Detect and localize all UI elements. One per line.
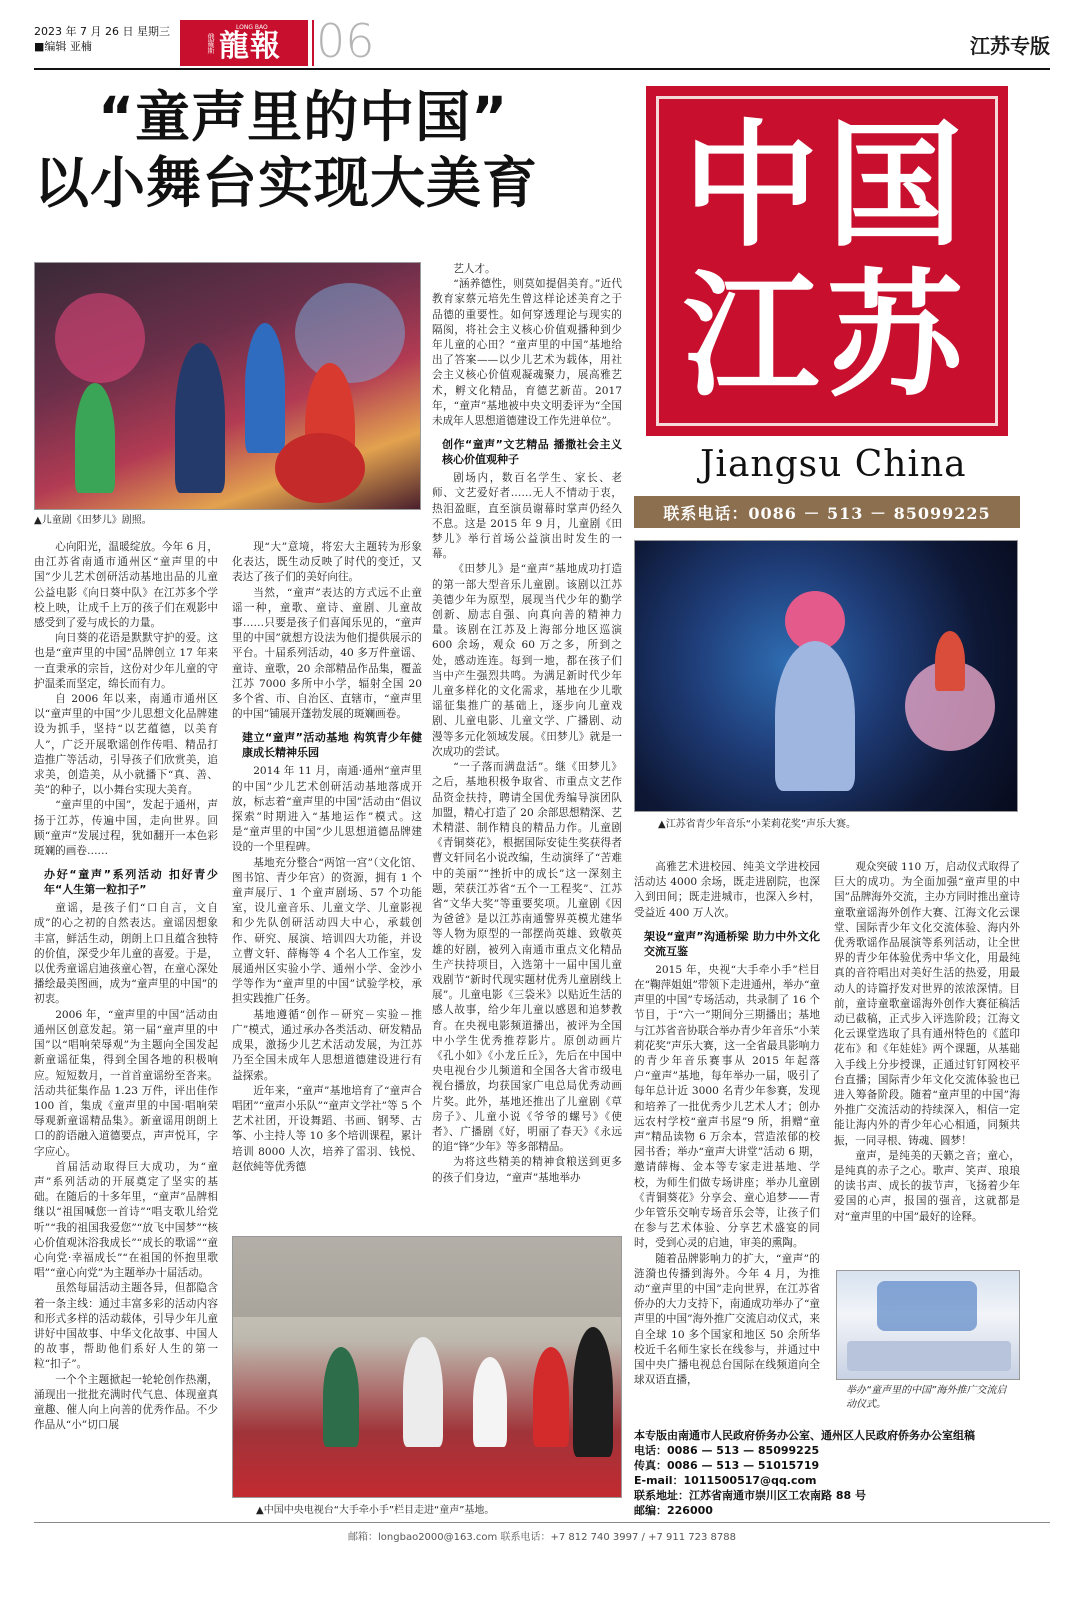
logo-english: Jiangsu China	[700, 444, 967, 485]
paragraph: 首届活动取得巨大成功，为“童声”系列活动的开展奠定了坚实的基础。在随后的十多年里，“童声”品牌相继以“祖国喊您一首诗”“唱支歌儿给党听”“我的祖国我爱您”“放飞中国梦”“核心价值观沐浴我成长”“成长的歌谣”“童心向党·幸福成长”“在祖国的怀抱里歌唱”“童心向党”为主题举办十届活动。	[34, 1160, 218, 1280]
photo-caption-2: ▲江苏省青少年音乐“小茉莉花奖”声乐大赛。	[658, 819, 857, 830]
section-heading: 建立“童声”活动基地 构筑青少年健康成长精神乐园	[242, 731, 422, 760]
paragraph: 高雅艺术进校园、纯美文学进校园活动达 4000 余场，既走进剧院，也深入到田间；既走进城市，也深入乡村，受益近 400 万人次。	[634, 861, 820, 919]
paragraph: 艺人才。	[453, 263, 496, 275]
paragraph: 心向阳光，温暖绽放。今年 6 月，由江苏省南通市通州区“童声里的中国”少儿艺术创研活动基地出品的儿童公益电影《向日葵中队》在江苏多个学校上映，让成千上万的孩子们在观影中感受到了爱与成长的力量。	[34, 541, 218, 630]
masthead-small-text: 俄羅斯	[207, 32, 215, 54]
section-heading: 架设“童声”沟通桥梁 助力中外文化交流互鉴	[644, 929, 820, 958]
header-rule	[34, 68, 1050, 70]
section-heading: 创作“童声”文艺精品 播撒社会主义核心价值观种子	[442, 438, 622, 467]
masthead-logo	[180, 20, 308, 66]
photo-overseas-launch	[836, 1270, 1020, 1380]
logo-line-2: 江苏	[683, 256, 971, 416]
paragraph: 基地遵循“创作－研究－实验－推广”模式，通过承办各类活动、研发精品成果，激扬少儿艺术活动发展，为江苏乃至全国未成年人思想道德建设进行有益探索。	[232, 1008, 422, 1082]
paragraph: 《田梦儿》是“童声”基地成功打造的第一部大型音乐儿童剧。该剧以江苏美德少年为原型，展现当代少年的勤学创新、励志自强、向真向善的精神力量。该剧在江苏及上海部分地区巡演 600 余场，观众 60 万之多，所到之处，感动连连。每到一地，都在孩子们当中产生强烈共鸣。为满足新时代少年儿童多样化的文化需求，基地在少儿歌谣征集推广的基础上，逐步向儿童戏剧、儿童电影、儿童文学、广播剧、动漫等多元化领域发展。《田梦儿》就是一次成功的尝试。	[432, 563, 622, 758]
article-column-2	[232, 540, 422, 1230]
issue-date: 2023 年 7 月 26 日 星期三	[34, 25, 170, 38]
paragraph: 向日葵的花语是默默守护的爱。这也是“童声里的中国”品牌创立 17 年来一直秉承的宗旨，这份对少年儿童的守护温柔而坚定，绵长而有力。	[34, 632, 218, 690]
photo-cctv-event	[232, 1236, 622, 1498]
headline-line-2: 以小舞台实现大美育	[34, 151, 539, 215]
contact-phone-bar: 联系电话：0086 － 513 － 85099225	[634, 496, 1020, 528]
paragraph: 2014 年 11 月，南通·通州“童声里的中国”少儿艺术创研活动基地落成开放，标志着“童声里的中国”活动由“倡议探索”时期进入“基地运作”模式。这是“童声里的中国”少儿思想道德品牌建设的一个里程碑。	[232, 765, 422, 854]
paragraph: 近年来，“童声”基地培育了“童声合唱团”“童声小乐队”“童声文学社”等 5 个艺术社团，开设舞蹈、书画、钢琴、古筝、小主持人等 10 多个培训课程，累计培训 8000 人次，培养了雷羽、钱悦、赵依純等优秀德	[232, 1084, 422, 1173]
photo-caption-4: 举办“童声里的中国”海外推广交流启动仪式。	[846, 1385, 1007, 1410]
contact-sponsor: 本专版由南通市人民政府侨务办公室、通州区人民政府侨务办公室组稿	[634, 1429, 975, 1442]
paragraph: 自 2006 年以来，南通市通州区以“童声里的中国”少儿思想文化品牌建设为抓手，坚持“以艺蕴德，以美育人”，广泛开展歌谣创作传唱、精品打造推广等活动，引导孩子们欣赏美，追求美，创造美，从小就播下“真、善、美”的种子，以小舞台实现大美育。	[34, 693, 218, 797]
article-column-5	[834, 860, 1020, 1265]
photo-caption-3: ▲中国中央电视台“大手牵小手”栏目走进“童声”基地。	[256, 1505, 495, 1516]
paragraph: 当然，“童声”表达的方式远不止童谣一种，童歌、童诗、童剧、儿童故事……只要是孩子们喜闻乐见的，“童声里的中国”就想方设法为他们提供展示的平台。十届系列活动，40 多万件童谣、童诗、童歌，20 余部精品作品集，覆盖江苏 7000 多所中小学，辐射全国 20 多个省、市、自治区、直辖市，“童声里的中国”铺展开蓬勃发展的斑斓画卷。	[232, 586, 422, 721]
paragraph: 剧场内，数百名学生、家长、老师、文艺爱好者……无人不情动于衷，热泪盈眶，直至演员谢幕时掌声仍经久不息。这是 2015 年 9 月，儿童剧《田梦儿》举行首场公益演出时发生的一幕。	[432, 472, 622, 561]
paragraph: “一子落而满盘活”。继《田梦儿》之后，基地积极争取省、市重点文艺作品资金扶持，聘请全国优秀编导演团队加盟，精心打造了 20 余部思想精深、艺术精湛、制作精良的精品力作。儿童剧《青铜葵花》，根据国际安徒生奖获得者曹文轩同名小说改编，生动演绎了“苦难中的美丽”“挫折中的成长”这一深刻主题，荣获江苏省“五个一工程奖”、江苏省“文华大奖”等重要奖项。儿童剧《因为爸爸》是以江苏南通警界英模尤建华等人物为原型的一部摆尚英雄、致敬英雄的好剧，被列入南通市重点文化精品生产扶持项目，入选第十一届中国儿童戏剧节“新时代现实题材优秀儿童剧线上展”。儿童电影《三袋米》以贴近生活的感人故事，给少年儿童以感恩和追梦教育。在央视电影频道播出，被评为全国中小学生优秀推荐影片。原创动画片《孔小如》《小龙丘丘》，先后在中国中央电视台少儿频道和全国各大省市级电视台播放，均获国家广电总局优秀动画片奖。此外，基地还推出了儿童剧《草房子》、儿童小说《爷爷的螺号》《使者》、广播剧《好，明丽了春天》《永远的追“锋”少年》等多部精品。	[432, 761, 622, 1154]
paragraph: 为将这些精美的精神食粮送到更多的孩子们身边，“童声”基地举办	[432, 1156, 622, 1184]
contact-email: E-mail：1011500517@qq.com	[634, 1474, 817, 1487]
paragraph: 观众突破 110 万，启动仪式取得了巨大的成功。为全面加强“童声里的中国”品牌海外交流，主办方同时推出童诗童歌童谣海外创作大赛、江海文化云课堂、国际青少年文化交流体验、海内外优秀歌谣作品展演等系列活动，让全世界的青少年体验优秀中华文化，用最纯真的音符唱出对美好生活的热爱，用最动人的诗篇抒发对世界的浓浓深情。目前，童诗童歌童谣海外创作大赛征稿活动已截稿，正式步入评选阶段；江海文化云课堂选取了具有通州特色的《蓝印花布》和《年娃娃》两个课题，从基础入手线上分步授课，正通过钉钉网校平台直播；国际青少年文化交流体验也已进入筹备阶段。随着“童声里的中国”海外推广交流活动的持续深入，相信一定能让海内外的青少年心心相通，同频共振，一同寻根、铸魂、圆梦！	[834, 861, 1020, 1147]
paragraph: 童声，是纯美的天籁之音；童心，是纯真的赤子之心。歌声、笑声、琅琅的读书声、成长的拔节声，飞扬着少年爱国的心声，报国的强音，这就都是对“童声里的中国”最好的诠释。	[834, 1149, 1020, 1223]
masthead-pinyin: LONG BAO	[236, 24, 268, 31]
contact-address: 联系地址：江苏省南通市崇川区工农南路 88 号	[634, 1489, 866, 1502]
header-meta	[34, 24, 170, 54]
page-number: 06	[316, 14, 375, 68]
photo-singing-contest	[634, 540, 1018, 812]
contact-block	[634, 1428, 1024, 1518]
article-column-4	[634, 860, 820, 1430]
headline	[34, 84, 624, 216]
paragraph: 基地充分整合“两馆一宫”（文化馆、图书馆、青少年宫）的资源，拥有 1 个童声展厅、1 个童声剧场、57 个功能室，设儿童音乐、儿童文学、儿童影视和少先队创研活动四大中心，承载创作、研究、展演、培训四大功能，并设立曹文轩、薛梅等 4 个名人工作室，发展通州区实验小学、通州小学、金沙小学等作为“童声里的中国”试验学校，承担实践推广任务。	[232, 856, 422, 1006]
paragraph: 虽然每届活动主题各异，但都隐含着一条主线：通过丰富多彩的活动内容和形式多样的活动载体，引导少年儿童讲好中国故事、中华文化故事、中国人的故事，帮助他们系好人生的第一粒“扣子”。	[34, 1282, 218, 1371]
photo-caption-1: ▲儿童剧《田梦儿》剧照。	[34, 515, 152, 526]
contact-postcode: 邮编：226000	[634, 1504, 713, 1517]
article-column-1	[34, 540, 218, 1555]
contact-phone: 电话：0086 — 513 — 85099225	[634, 1444, 820, 1457]
masthead-name: 龍報	[219, 29, 281, 64]
article-column-3	[432, 262, 622, 1232]
logo-line-1: 中国	[683, 106, 971, 266]
photo-childrens-play	[34, 262, 421, 510]
page-number-divider	[312, 20, 314, 66]
edition-label: 江苏专版	[970, 34, 1050, 58]
headline-line-1: “童声里的中国”	[98, 85, 509, 149]
logo-frame	[656, 96, 998, 426]
paragraph: 童谣，是孩子们“口自言，文自成”的心之初的自然表达。童谣因想象丰富，鲜活生动，朗朗上口且蕴含独特的价值，深受少年儿童的喜爱。于是，以优秀童谣启迪孩童心智，在童心深处播绘最美图画，成为“童声里的中国”的初衷。	[34, 902, 218, 1006]
paragraph: 2015 年，央视“大手牵小手”栏目在“鞠萍姐姐”带领下走进通州，举办“童声里的中国”专场活动，共录制了 16 个节目，于“六一”期间分三期播出；基地与江苏省音协联合举办青少年音乐“小茉莉花奖”声乐大赛，这一全省最具影响力的青少年音乐赛事从 2015 年起落户“童声”基地，每年举办一届，吸引了每年总计近 3000 名青少年参赛，发现和培养了一批优秀少儿艺术人才；创办远农村学校“童声书屋”9 所，捐赠“童声”精品读物 6 万余本，营造浓郁的校园书香；举办“童声大讲堂”活动 6 期，邀请薛梅、金本等专家走进基地、学校，为师生们做专场讲座；举办儿童剧《青铜葵花》分享会、童心追梦——青少年管乐交响专场音乐会等，让孩子们在参与艺术体验、分享艺术盛宴的同时，受到心灵的启迪，审美的熏陶。	[634, 963, 820, 1250]
section-heading: 办好“童声”系列活动 扣好青少年“人生第一粒扣子”	[44, 868, 218, 897]
paragraph: 随着品牌影响力的扩大，“童声”的涟漪也传播到海外。今年 4 月，为推动“童声里的中国”走向世界，在江苏省侨办的大力支持下，南通成功举办了“童声里的中国”海外推广交流启动仪式，来自全球 10 多个国家和地区 50 余所华校近千名师生家长在线参与，并通过中国中央广播电视总台国际在线频道向全球双语直播，	[634, 1252, 820, 1387]
paragraph: “童声里的中国”，发起于通州，声扬于江苏，传遍中国，走向世界。回顾“童声”发展过程，犹如翻开一本色彩斑斓的画卷……	[34, 799, 218, 858]
paragraph: 现“大”意境，将宏大主题转为形象化表达，既生动反映了时代的变迁，又表达了孩子们的美好向往。	[232, 541, 422, 584]
paragraph: 2006 年，“童声里的中国”活动由通州区创意发起。第一届“童声里的中国”以“唱响荣辱观”为主题向全国发起新童谣征集，得到全国各地的积极响应。短短数月，一首首童谣纷至沓来。活动共征集作品 1.23 万件，评出佳作 100 首，集成《童声里的中国·唱响荣辱观新童谣精品集》。新童谣用朗朗上口的韵语融入道德要点，声声悦耳，字字应心。	[34, 1008, 218, 1158]
paragraph: “涵养德性，则莫如提倡美育。”近代教育家蔡元培先生曾这样论述美育之于品德的重要性。如何穿透理论与现实的隔阂，将社会主义核心价值观播种到少年儿童的心田？“童声里的中国”基地给出了答案——以少儿艺术为载体，用社会主义核心价值观凝魂聚力，展高雅艺术，孵文化精品，育德艺新苗。2017 年，“童声”基地被中央文明委评为“全国未成年人思想道德建设工作先进单位”。	[432, 278, 622, 428]
contact-fax: 传真：0086 — 513 — 51015719	[634, 1459, 820, 1472]
editor-credit: ■编辑 亚楠	[34, 40, 92, 53]
footer-contact: 邮箱：longbao2000@163.com 联系电话：+7 812 740 3997 / +7 911 723 8788	[348, 1532, 736, 1543]
footer-rule	[34, 1522, 1050, 1523]
paragraph: 一个个主题掀起一轮轮创作热潮，涌现出一批批充满时代气息、体现童真童趣、催人向上向善的优秀作品。不少作品从“小”切口展	[34, 1373, 218, 1432]
china-jiangsu-logo	[646, 86, 1008, 436]
